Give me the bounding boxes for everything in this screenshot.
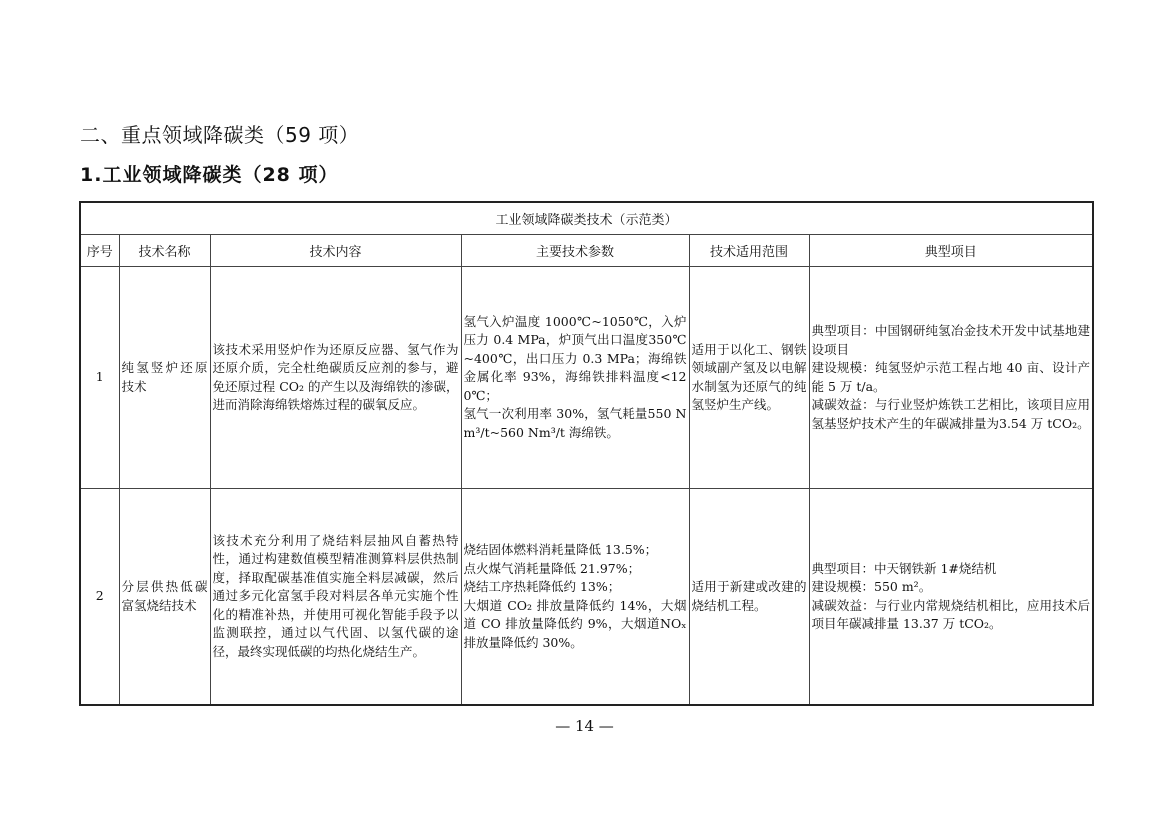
col-header-no: 序号	[80, 235, 119, 267]
project-line: 典型项目：中国钢研纯氢冶金技术开发中试基地建设项目	[811, 323, 1091, 357]
typical-project	[809, 489, 1093, 706]
tech-name: 纯氢竖炉还原技术	[119, 267, 210, 489]
technology-table	[79, 201, 1094, 706]
row-number: 1	[80, 267, 119, 489]
tech-content: 该技术充分利用了烧结料层抽风自蓄热特性，通过构建数值模型精准测算料层供热制度，择取配碳基准值实施全料层减碳，然后通过多元化富氢手段对料层各单元实施个性化的精准补热，并使用可视化智能手段予以监测联控，通过以气代固、以氢代碳的途径，最终实现低碳的均热化烧结生产。	[210, 489, 461, 706]
project-line: 减碳效益：与行业内常规烧结机相比，应用技术后项目年碳减排量 13.37 万 tCO₂。	[811, 597, 1091, 631]
project-line: 减碳效益：与行业竖炉炼铁工艺相比，该项目应用氢基竖炉技术产生的年碳减排量为3.54 万 tCO₂。	[811, 397, 1091, 431]
col-header-params: 主要技术参数	[461, 235, 689, 267]
subsection-heading: 1.工业领域降碳类（28 项）	[80, 164, 339, 186]
page-number: — 14 —	[555, 717, 614, 735]
project-line: 典型项目：中天钢铁新 1#烧结机	[811, 560, 997, 576]
tech-scope: 适用于以化工、钢铁领域副产氢及以电解水制氢为还原气的纯氢竖炉生产线。	[689, 267, 809, 489]
col-header-content: 技术内容	[210, 235, 461, 267]
param-line: 烧结固体燃料消耗量降低 13.5%；	[463, 542, 658, 557]
col-header-project: 典型项目	[809, 235, 1093, 267]
tech-content: 该技术采用竖炉作为还原反应器、氢气作为还原介质，完全杜绝碳质反应剂的参与，避免还原过程 CO₂ 的产生以及海绵铁的渗碳，进而消除海绵铁熔炼过程的碳氧反应。	[210, 267, 461, 489]
param-line: 氢气入炉温度 1000℃~1050℃，入炉压力 0.4 MPa，炉顶气出口温度350℃~400℃，出口压力 0.3 MPa；海绵铁金属化率 93%，海绵铁排料温度<120℃；	[463, 313, 687, 403]
param-line: 点火煤气消耗量降低 21.97%；	[463, 560, 641, 576]
table-title: 工业领域降碳类技术（示范类）	[80, 202, 1093, 235]
tech-params	[461, 489, 689, 706]
param-line: 烧结工序热耗降低约 13%；	[463, 579, 621, 594]
project-line: 建设规模：550 m²。	[811, 579, 932, 594]
param-line: 大烟道 CO₂ 排放量降低约 14%，大烟道 CO 排放量降低约 9%，大烟道NOₓ排放量降低约 30%。	[463, 597, 687, 650]
col-header-scope: 技术适用范围	[689, 235, 809, 267]
table-row	[80, 489, 1093, 706]
section-heading: 二、重点领域降碳类（59 项）	[80, 123, 360, 147]
tech-name: 分层供热低碳富氢烧结技术	[119, 489, 210, 706]
col-header-name: 技术名称	[119, 235, 210, 267]
table-title-row	[80, 202, 1093, 235]
typical-project	[809, 267, 1093, 489]
table-header-row	[80, 235, 1093, 267]
project-line: 建设规模：纯氢竖炉示范工程占地 40 亩、设计产能 5 万 t/a。	[811, 360, 1091, 394]
tech-scope: 适用于新建或改建的烧结机工程。	[689, 489, 809, 706]
tech-params	[461, 267, 689, 489]
table-row	[80, 267, 1093, 489]
row-number: 2	[80, 489, 119, 706]
param-line: 氢气一次利用率 30%，氢气耗量550 Nm³/t~560 Nm³/t 海绵铁。	[463, 406, 687, 440]
